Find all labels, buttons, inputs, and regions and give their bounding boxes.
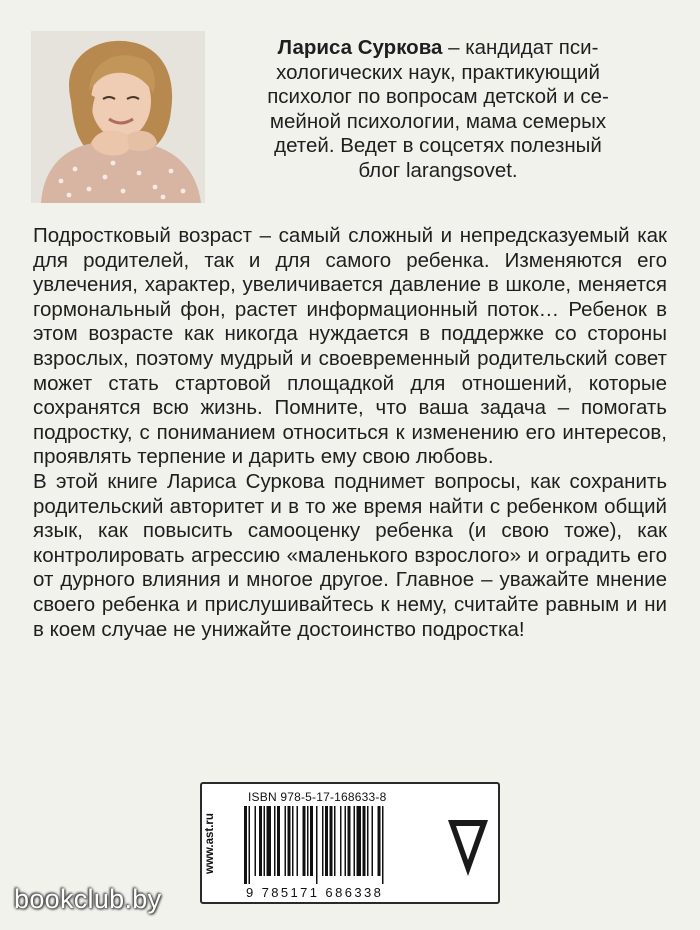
ean-digits: 9 785171 686338	[246, 885, 384, 900]
barcode-bar	[325, 806, 328, 876]
barcode-bar	[357, 806, 362, 876]
barcode-bar	[277, 806, 280, 876]
barcode-bar	[354, 806, 356, 876]
author-bio-line: психолог по вопросам детской и се-	[267, 85, 609, 109]
barcode-bar	[372, 806, 374, 876]
barcode-bar	[274, 806, 276, 876]
barcode-bar	[363, 806, 366, 876]
author-photo	[31, 31, 205, 203]
barcode-bar	[345, 806, 347, 876]
barcode-bar	[322, 806, 324, 876]
barcode-bar	[259, 806, 262, 876]
author-bio-line: блог larangsovet.	[358, 158, 518, 182]
barcode-bar	[382, 806, 384, 884]
barcode-bar	[264, 806, 266, 876]
watermark: bookclub.by	[14, 884, 162, 914]
barcode-bar	[316, 806, 318, 884]
barcode-bar	[367, 806, 369, 876]
barcode-bar	[348, 806, 351, 876]
publisher-logo-icon	[444, 806, 492, 884]
barcode-bar	[340, 806, 342, 876]
barcode-bar	[334, 806, 336, 876]
barcode-bar	[244, 806, 247, 884]
barcode-image	[242, 806, 438, 884]
barcode-bar	[378, 806, 381, 876]
author-bio-line: – кандидат пси-	[442, 36, 599, 59]
barcode-bar	[307, 806, 309, 876]
isbn-number: ISBN 978-5-17-168633-8	[248, 790, 387, 804]
barcode-bar	[330, 806, 333, 876]
barcode-bar	[255, 806, 257, 876]
author-bio-line: мейной психологии, мама семерых	[269, 109, 607, 133]
barcode-bar	[249, 806, 251, 884]
barcode-bar	[267, 806, 272, 876]
barcode-bar	[310, 806, 313, 876]
author-bio-line: хологических наук, практикующий	[276, 60, 600, 84]
publisher-website: www.ast.ru	[204, 813, 216, 875]
description-paragraph: В этой книге Лариса Суркова поднимет вопросы, как сохранить родительский авторитет и в то же время найти с ребенком общий язык, как повысить самооценку ребенка (и свою тоже), как контролировать агрессию «маленького взрослого» и оградить его от дурного влияния и многое другое. Главное – уважайте мнение своего ребенка и прислушивайтесь к нему, считайте равным и ни в коем случае не унижайте достоинство подростка!	[33, 469, 667, 641]
description-paragraph: Подростковый возраст – самый сложный и непредсказуемый как для родителей, так и для самого ребенка. Изменяются его увлечения, характер, увеличивается давление в школе, меняется гормональный фон, растет информационный поток… Ребенок в этом возрасте как никогда нуждается в поддержке со стороны взрослых, поэтому мудрый и своевременный родительский совет может стать стартовой площадкой для отношений, которые сохранятся всю жизнь. Помните, что ваша задача – помогать подростку, с пониманием относиться к изменению его интересов, проявлять терпение и дарить ему свою любовь.	[33, 224, 667, 469]
barcode-bar	[285, 806, 287, 876]
barcode-bar	[303, 806, 306, 876]
barcode-bar	[292, 806, 294, 876]
book-description	[33, 224, 667, 642]
author-bio	[218, 36, 658, 184]
barcode-panel	[200, 782, 500, 904]
barcode-bar	[288, 806, 291, 876]
author-bio-line: детей. Ведет в соцсетях полезный	[274, 134, 602, 158]
author-portrait-image	[31, 31, 205, 203]
author-name: Лариса Суркова	[277, 36, 443, 59]
barcode-bar	[297, 806, 299, 876]
